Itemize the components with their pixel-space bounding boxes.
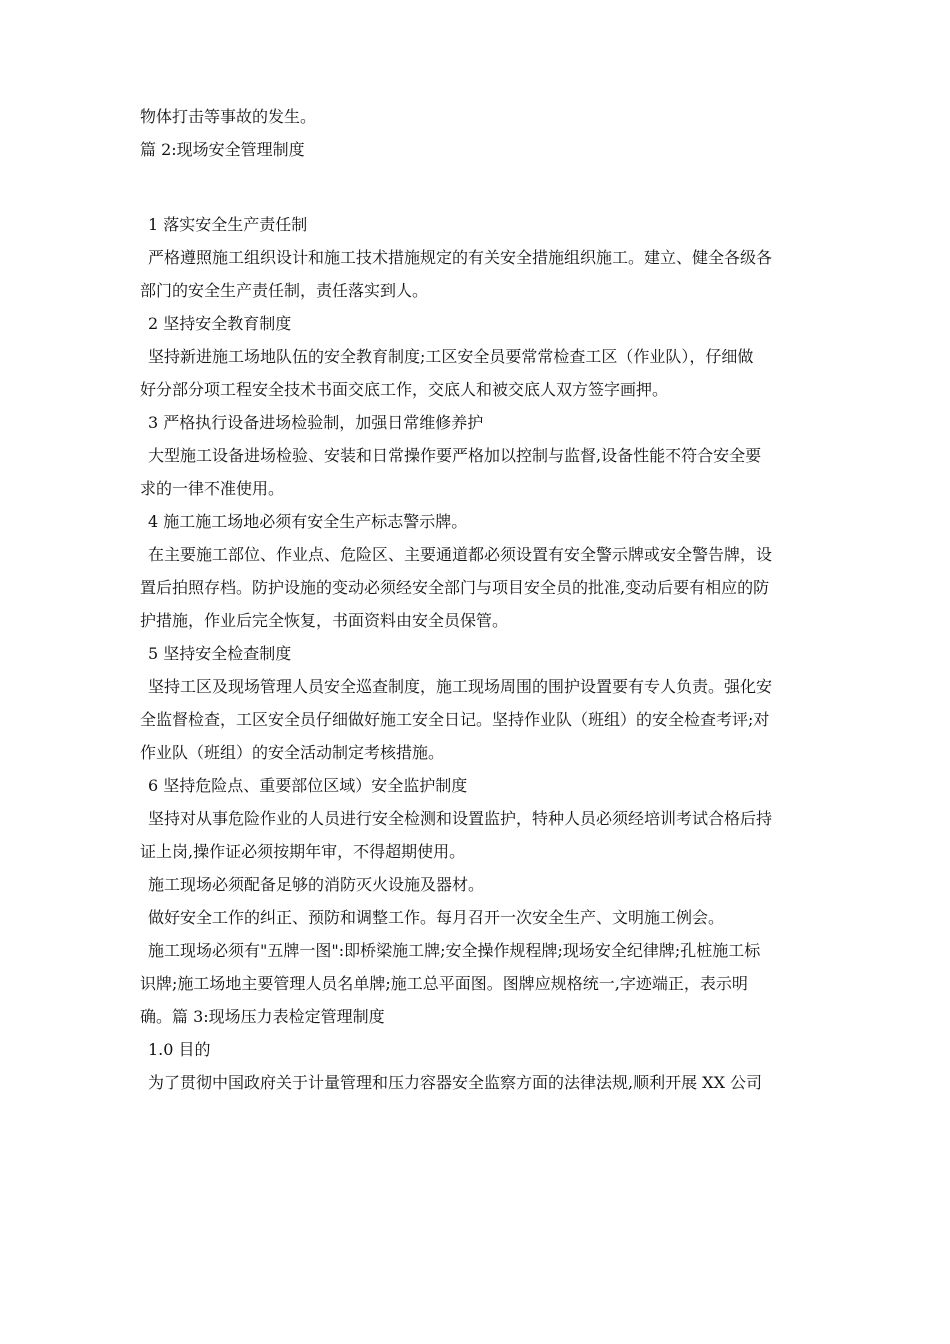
blank-line <box>140 166 820 199</box>
paragraph-line: 证上岗,操作证必须按期年审，不得超期使用。 <box>140 842 466 861</box>
paragraph-line: 坚持工区及现场管理人员安全巡查制度，施工现场周围的围护设置要有专人负责。强化安 <box>148 677 773 696</box>
paragraph-line: 施工现场必须配备足够的消防灭火设施及器材。 <box>148 875 485 894</box>
paragraph-line: 坚持对从事危险作业的人员进行安全检测和设置监护，特种人员必须经培训考试合格后持 <box>148 809 773 828</box>
paragraph-line: 坚持新进施工场地队伍的安全教育制度;工区安全员要常常检查工区（作业队），仔细做 <box>148 347 754 366</box>
document-body-continued <box>140 208 820 1099</box>
document-body <box>140 100 820 199</box>
paragraph-line: 确。篇 3:现场压力表检定管理制度 <box>140 1007 385 1026</box>
subheading: 1 落实安全生产责任制 <box>148 215 308 234</box>
paragraph-line: 置后拍照存档。防护设施的变动必须经安全部门与项目安全员的批准,变动后要有相应的防 <box>140 578 770 597</box>
paragraph-line: 为了贯彻中国政府关于计量管理和压力容器安全监察方面的法律法规,顺利开展 XX 公司 <box>148 1073 763 1092</box>
paragraph-line: 施工现场必须有"五牌一图":即桥梁施工牌;安全操作规程牌;现场安全纪律牌;孔桩施工标 <box>148 941 761 960</box>
text-line: 物体打击等事故的发生。 <box>140 107 317 126</box>
paragraph-line: 做好安全工作的纠正、预防和调整工作。每月召开一次安全生产、文明施工例会。 <box>148 908 725 927</box>
paragraph-line: 好分部分项工程安全技术书面交底工作，交底人和被交底人双方签字画押。 <box>140 380 669 399</box>
section-heading: 篇 2:现场安全管理制度 <box>140 140 305 159</box>
paragraph-line: 大型施工设备进场检验、安装和日常操作要严格加以控制与监督,设备性能不符合安全要 <box>148 446 762 465</box>
subheading: 5 坚持安全检查制度 <box>148 644 292 663</box>
paragraph-line: 严格遵照施工组织设计和施工技术措施规定的有关安全措施组织施工。建立、健全各级各 <box>148 248 773 267</box>
subheading: 1.0 目的 <box>148 1040 211 1059</box>
paragraph-line: 识牌;施工场地主要管理人员名单牌;施工总平面图。图牌应规格统一,字迹端正，表示明 <box>140 974 748 993</box>
subheading: 3 严格执行设备进场检验制，加强日常维修养护 <box>148 413 484 432</box>
paragraph-line: 部门的安全生产责任制，责任落实到人。 <box>140 281 429 300</box>
subheading: 6 坚持危险点、重要部位区域）安全监护制度 <box>148 776 468 795</box>
paragraph-line: 在主要施工部位、作业点、危险区、主要通道都必须设置有安全警示牌或安全警告牌，设 <box>148 545 773 564</box>
subheading: 2 坚持安全教育制度 <box>148 314 292 333</box>
subheading: 4 施工施工场地必须有安全生产标志警示牌。 <box>148 512 468 531</box>
paragraph-line: 全监督检查，工区安全员仔细做好施工安全日记。坚持作业队（班组）的安全检查考评;对 <box>140 710 770 729</box>
paragraph-line: 护措施，作业后完全恢复，书面资料由安全员保管。 <box>140 611 509 630</box>
paragraph-line: 求的一律不准使用。 <box>140 479 285 498</box>
paragraph-line: 作业队（班组）的安全活动制定考核措施。 <box>140 743 445 762</box>
